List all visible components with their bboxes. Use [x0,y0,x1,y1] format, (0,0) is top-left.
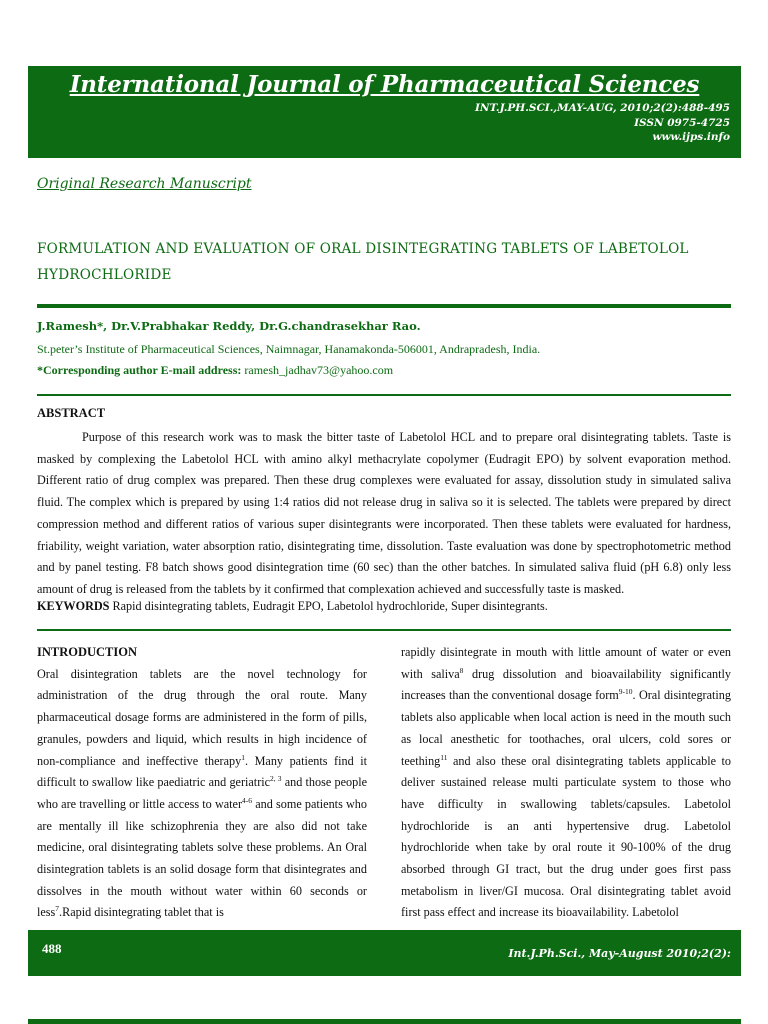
paper-title: FORMULATION AND EVALUATION OF ORAL DISINTEGRATING TABLETS OF LABETOLOL HYDROCHLORIDE [37,241,689,283]
journal-header [28,66,741,158]
intro-column-right [401,642,731,924]
citation-line: INT.J.PH.SCI.,MAY-AUG, 2010;2(2):488-495 [474,102,730,114]
divider [28,1019,741,1024]
page-number: 488 [42,941,62,956]
intro-paragraph-right: rapidly disintegrate in mouth with little amount of water or even with saliva$^8$ drug dissolution and bioavailability significantly increases than the conventional dosage form$^{9-10}$. Oral disintegrating tablets also applicable when local action is need in the mouth such as local anesthetic for toothaches, oral ulcers, cold sores or teething$^{11}$ and also these oral disintegrating tablets applicable to deliver sustained release multi particulate system to those who have difficulty in swallowing tablets/capsules. Labetolol hydrochloride is an anti hypertensive drug. Labetolol hydrochloride when take by oral route it 90-100% of the drug absorbed through GI tract, but the drug under goes first pass metabolism in liver/GI mucosa. Oral disintegrating tablet avoid first pass effect and increase its bioavailability. Labetolol [401,645,731,920]
divider [37,304,731,308]
intro-paragraph-left: Oral disintegration tablets are the novel technology for administration of the drug through the oral route. Many pharmaceutical dosage forms are administered in the form of pills, granules, powders and liquid, which results in high incidence of non-compliance and ineffective therapy$^1$. Many patients find it difficult to swallow like paediatric and geriatric$^{2, 3}$ and those people who are travelling or little access to water$^{4-6}$ and some patients who are mentally ill like schizophrenia they are also did not take medicine, oral disintegrating tablets solve these problems. An Oral disintegration tablets is an solid dosage form that disintegrates and dissolves in the mouth without water within 60 seconds or less$^7$.Rapid disintegrating tablet that is [37,666,367,920]
keywords-list: Rapid disintegrating tablets, Eudragit EPO, Labetolol hydrochloride, Super disintegrants. [112,599,548,613]
abstract-heading: ABSTRACT [37,406,106,420]
abstract-text: Purpose of this research work was to mask the bitter taste of Labetolol HCL and to prepare oral disintegrating tablets. Taste is masked by complexing the Labetolol HCL with amino alkyl methacrylate copolymer (Eudragit EPO) by solvent evaporation method. Different ratio of drug complex was prepared. Then these drug complexes were evaluated for assay, dissolution study in simulated saliva fluid. The complex which is prepared by using 1:4 ratios did not release drug in saliva so it is selected. The tablets were prepared by direct compression method and different ratios of various super disintegrants were incorporated. Then these tablets were evaluated for hardness, friability, weight variation, water absorption ratio, disintegrating time, dissolution. Taste evaluation was done by spectrophotometric method and by panel testing. F8 batch shows good disintegration time (60 sec) than the other batches. In simulated saliva fluid (pH 6.8) only less amount of drug is released from the tablets by it confirmed that complexation achieved and successfully taste is masked. [37,430,731,596]
authors: J.Ramesh*, Dr.V.Prabhakar Reddy, Dr.G.chandrasekhar Rao. [37,319,421,333]
keywords [37,599,731,614]
divider [37,394,731,396]
footer-citation: Int.J.Ph.Sci., May-August 2010;2(2): [508,947,731,960]
manuscript-type: Original Research Manuscript [37,176,252,192]
corresponding-email[interactable]: ramesh_jadhav73@yahoo.com [244,363,394,377]
keywords-label: KEYWORDS [37,599,110,613]
introduction-heading: INTRODUCTION [37,645,138,659]
issn: ISSN 0975-4725 [634,116,730,129]
divider [37,629,731,631]
corresponding-author [37,363,393,378]
intro-column-left [37,642,367,924]
corresponding-label: *Corresponding author E-mail address: [37,363,242,377]
journal-title: International Journal of Pharmaceutical Sciences [69,71,700,98]
website-link[interactable]: www.ijps.info [652,131,730,143]
affiliation: St.peter’s Institute of Pharmaceutical Sciences, Naimnagar, Hanamakonda-506001, Andrapradesh, India. [37,342,541,356]
journal-meta [475,101,730,145]
page-footer [28,930,741,976]
